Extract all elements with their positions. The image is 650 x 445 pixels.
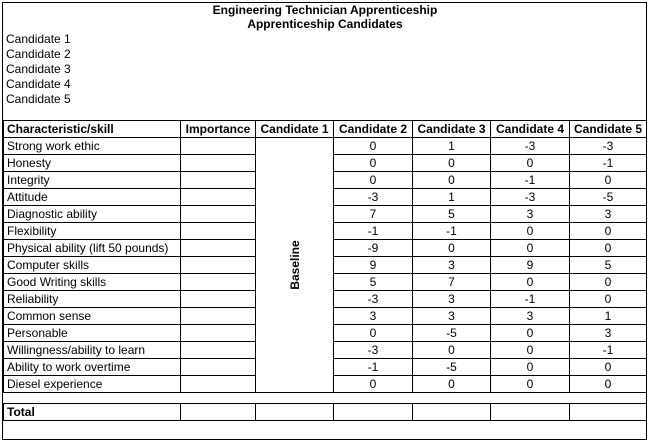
importance-cell[interactable] xyxy=(181,291,256,308)
score-cell[interactable]: 3 xyxy=(334,308,413,325)
skill-cell[interactable]: Willingness/ability to learn xyxy=(4,342,181,359)
importance-cell[interactable] xyxy=(181,155,256,172)
importance-cell[interactable] xyxy=(181,325,256,342)
score-cell[interactable]: -1 xyxy=(570,155,647,172)
score-cell[interactable]: 0 xyxy=(570,274,647,291)
score-cell[interactable]: -5 xyxy=(413,359,491,376)
score-cell[interactable]: -1 xyxy=(491,172,570,189)
score-cell[interactable]: 0 xyxy=(334,325,413,342)
score-cell[interactable]: 0 xyxy=(413,155,491,172)
spacer-cell xyxy=(4,393,647,404)
total-importance-cell[interactable] xyxy=(181,404,256,421)
importance-cell[interactable] xyxy=(181,240,256,257)
candidate-list-item[interactable]: Candidate 3 xyxy=(6,62,71,76)
score-cell[interactable]: 0 xyxy=(491,240,570,257)
score-cell[interactable]: 0 xyxy=(491,223,570,240)
score-cell[interactable]: -1 xyxy=(491,291,570,308)
total-cell[interactable] xyxy=(256,404,334,421)
spacer-row xyxy=(4,393,647,404)
total-cell[interactable] xyxy=(491,404,570,421)
header-skill: Characteristic/skill xyxy=(4,121,181,138)
skill-cell[interactable]: Good Writing skills xyxy=(4,274,181,291)
skill-cell[interactable]: Physical ability (lift 50 pounds) xyxy=(4,240,181,257)
score-cell[interactable]: -3 xyxy=(491,189,570,206)
score-cell[interactable]: 0 xyxy=(413,240,491,257)
candidate-list-item[interactable]: Candidate 4 xyxy=(6,77,71,91)
score-cell[interactable]: 1 xyxy=(413,138,491,155)
score-cell[interactable]: 0 xyxy=(413,172,491,189)
total-label: Total xyxy=(4,404,181,421)
score-cell[interactable]: 3 xyxy=(413,257,491,274)
importance-cell[interactable] xyxy=(181,308,256,325)
score-cell[interactable]: -1 xyxy=(413,223,491,240)
candidate-list-item[interactable]: Candidate 2 xyxy=(6,47,71,61)
score-cell[interactable]: 5 xyxy=(334,274,413,291)
skill-cell[interactable]: Flexibility xyxy=(4,223,181,240)
skill-cell[interactable]: Ability to work overtime xyxy=(4,359,181,376)
score-cell[interactable]: 0 xyxy=(491,376,570,393)
score-cell[interactable]: 1 xyxy=(570,308,647,325)
importance-cell[interactable] xyxy=(181,138,256,155)
importance-cell[interactable] xyxy=(181,359,256,376)
score-cell[interactable]: 0 xyxy=(570,376,647,393)
importance-cell[interactable] xyxy=(181,342,256,359)
table-row xyxy=(4,138,647,155)
score-cell[interactable]: 1 xyxy=(413,189,491,206)
score-cell[interactable]: -9 xyxy=(334,240,413,257)
score-cell[interactable]: 0 xyxy=(334,376,413,393)
score-cell[interactable]: 0 xyxy=(413,342,491,359)
score-cell[interactable]: -3 xyxy=(570,138,647,155)
score-cell[interactable]: 3 xyxy=(491,308,570,325)
score-cell[interactable]: 0 xyxy=(491,274,570,291)
score-cell[interactable]: 3 xyxy=(570,206,647,223)
page-subtitle: Apprenticeship Candidates xyxy=(247,17,403,31)
importance-cell[interactable] xyxy=(181,376,256,393)
header-importance: Importance xyxy=(181,121,256,138)
score-cell[interactable]: -5 xyxy=(570,189,647,206)
baseline-label: Baseline xyxy=(287,240,302,290)
score-cell[interactable]: -3 xyxy=(334,342,413,359)
header-candidate-2: Candidate 2 xyxy=(334,121,413,138)
header-candidate-3: Candidate 3 xyxy=(413,121,491,138)
score-cell[interactable]: 0 xyxy=(491,325,570,342)
score-cell[interactable]: 3 xyxy=(413,308,491,325)
score-cell[interactable]: 0 xyxy=(413,376,491,393)
skill-cell[interactable]: Diesel experience xyxy=(4,376,181,393)
importance-cell[interactable] xyxy=(181,206,256,223)
skill-cell[interactable]: Attitude xyxy=(4,189,181,206)
score-cell[interactable]: -1 xyxy=(570,342,647,359)
table-header-row xyxy=(4,121,647,138)
score-cell[interactable]: -3 xyxy=(334,291,413,308)
importance-cell[interactable] xyxy=(181,274,256,291)
candidate-list-item[interactable]: Candidate 1 xyxy=(6,32,71,46)
score-cell[interactable]: -1 xyxy=(334,359,413,376)
score-cell[interactable]: 3 xyxy=(570,325,647,342)
score-cell[interactable]: 9 xyxy=(491,257,570,274)
total-row xyxy=(4,404,647,421)
score-cell[interactable]: -3 xyxy=(491,138,570,155)
skill-cell[interactable]: Computer skills xyxy=(4,257,181,274)
score-cell[interactable]: 7 xyxy=(334,206,413,223)
score-cell[interactable]: 0 xyxy=(491,342,570,359)
score-cell[interactable]: 0 xyxy=(334,172,413,189)
score-cell[interactable]: 3 xyxy=(491,206,570,223)
skill-cell[interactable]: Honesty xyxy=(4,155,181,172)
skill-cell[interactable]: Personable xyxy=(4,325,181,342)
score-cell[interactable]: 0 xyxy=(570,359,647,376)
score-cell[interactable]: 0 xyxy=(334,138,413,155)
total-cell[interactable] xyxy=(413,404,491,421)
table-body xyxy=(4,138,647,421)
skill-cell[interactable]: Reliability xyxy=(4,291,181,308)
candidate-list-item[interactable]: Candidate 5 xyxy=(6,92,71,106)
score-cell[interactable]: 0 xyxy=(570,172,647,189)
importance-cell[interactable] xyxy=(181,172,256,189)
importance-cell[interactable] xyxy=(181,223,256,240)
score-cell[interactable]: -5 xyxy=(413,325,491,342)
evaluation-table xyxy=(3,120,647,421)
score-cell[interactable]: 0 xyxy=(570,291,647,308)
score-cell[interactable]: -3 xyxy=(334,189,413,206)
score-cell[interactable]: 5 xyxy=(413,206,491,223)
score-cell[interactable]: 9 xyxy=(334,257,413,274)
total-cell[interactable] xyxy=(570,404,647,421)
importance-cell[interactable] xyxy=(181,189,256,206)
importance-cell[interactable] xyxy=(181,257,256,274)
baseline-column[interactable] xyxy=(256,138,334,393)
total-cell[interactable] xyxy=(334,404,413,421)
score-cell[interactable]: 0 xyxy=(491,155,570,172)
candidate-list xyxy=(6,32,71,107)
score-cell[interactable]: 0 xyxy=(491,359,570,376)
skill-cell[interactable]: Diagnostic ability xyxy=(4,206,181,223)
header-candidate-1: Candidate 1 xyxy=(256,121,334,138)
score-cell[interactable]: 7 xyxy=(413,274,491,291)
page-title: Engineering Technician Apprenticeship xyxy=(212,3,438,17)
skill-cell[interactable]: Strong work ethic xyxy=(4,138,181,155)
header-candidate-4: Candidate 4 xyxy=(491,121,570,138)
header-candidate-5: Candidate 5 xyxy=(570,121,647,138)
score-cell[interactable]: 0 xyxy=(334,155,413,172)
score-cell[interactable]: -1 xyxy=(334,223,413,240)
skill-cell[interactable]: Common sense xyxy=(4,308,181,325)
score-cell[interactable]: 0 xyxy=(570,223,647,240)
skill-cell[interactable]: Integrity xyxy=(4,172,181,189)
score-cell[interactable]: 0 xyxy=(570,240,647,257)
score-cell[interactable]: 5 xyxy=(570,257,647,274)
score-cell[interactable]: 3 xyxy=(413,291,491,308)
